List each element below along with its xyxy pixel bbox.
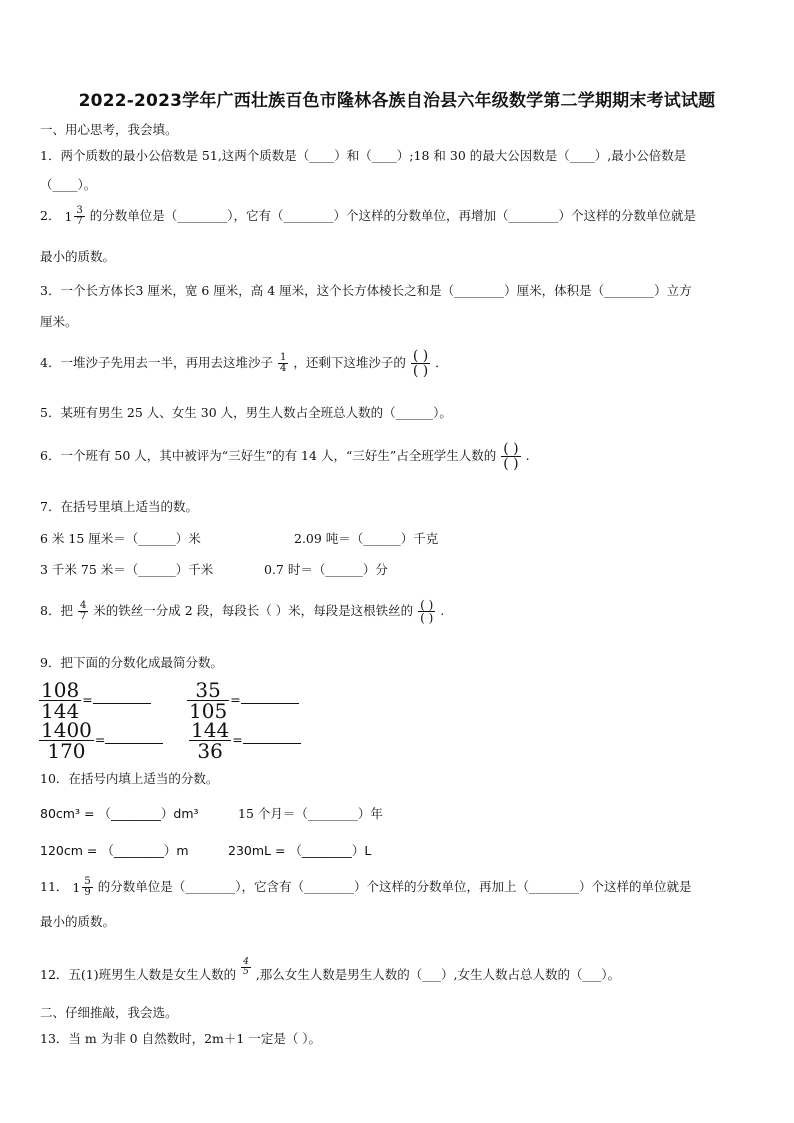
question-text-end: ,那么女生人数是男生人数的（___）,女生人数占总人数的（___）。	[255, 967, 621, 982]
question-4	[40, 349, 448, 378]
numerator: 3	[76, 205, 83, 216]
numerator: 5	[84, 876, 91, 887]
question-text-end: .	[440, 603, 445, 618]
simplify-item-2	[186, 680, 299, 721]
fraction	[241, 958, 251, 977]
question-number: 2．	[40, 208, 61, 223]
question-3-line-1: 3．一个长方体长3 厘米，宽 6 厘米，高 4 厘米，这个长方体棱长之和是（________）厘米，体积是（________）立方	[40, 283, 692, 298]
question-5: 5．某班有男生 25 人、女生 30 人，男生人数占全班总人数的（______）。	[40, 405, 452, 420]
numerator: 1	[279, 352, 287, 363]
numerator-blank: ( )	[503, 441, 519, 457]
question-10-item-2: 15 个月＝（________）年	[238, 806, 383, 821]
question-text-mid: ，还剩下这堆沙子的	[293, 355, 406, 370]
simplify-item-1	[38, 680, 151, 721]
answer-blank	[243, 729, 301, 744]
numerator-blank: ( )	[412, 348, 429, 364]
question-text: 6．一个班有 50 人，其中被评为“三好生”的有 14 人，“三好生”占全班学生人数的	[40, 448, 497, 463]
numerator: 108	[41, 678, 80, 702]
fraction	[74, 206, 84, 227]
answer-fraction-blank	[501, 442, 520, 471]
question-text: 8．把	[40, 603, 73, 618]
fraction	[39, 720, 94, 761]
denominator-blank: ( )	[412, 363, 429, 379]
question-11	[40, 877, 691, 898]
denominator: 4	[279, 363, 287, 374]
denominator: 9	[84, 887, 91, 898]
answer-fraction-blank	[418, 599, 435, 624]
equals-sign: =	[94, 732, 106, 747]
question-3-line-2: 厘米。	[40, 314, 78, 329]
answer-fraction-blank	[411, 349, 430, 378]
question-text: 12．五(1)班男生人数是女生人数的	[40, 967, 237, 982]
fraction	[278, 353, 288, 374]
equals-sign: =	[230, 692, 241, 707]
denominator: 170	[47, 739, 86, 763]
simplify-item-3	[38, 720, 163, 761]
question-text-mid: 米的铁丝一分成 2 段，每段长（ ）米，每段是这根铁丝的	[93, 603, 414, 618]
simplify-item-4	[188, 720, 301, 761]
question-12	[40, 957, 621, 985]
question-text: 4．一堆沙子先用去一半，再用去这堆沙子	[40, 355, 273, 370]
question-9: 9．把下面的分数化成最简分数。	[40, 655, 223, 670]
numerator: 35	[187, 680, 229, 701]
question-11-continued: 最小的质数。	[40, 914, 116, 929]
mixed-number	[72, 877, 93, 898]
question-text: 的分数单位是（________），它含有（________）个这样的分数单位，再加上（________）个这样的单位就是	[97, 879, 692, 894]
numerator-blank: ( )	[420, 598, 434, 612]
question-1-line-1: 1．两个质数的最小公倍数是 51,这两个质数是（____）和（____）;18 和 30 的最大公因数是（____）,最小公倍数是	[40, 148, 687, 163]
question-2-continued: 最小的质数。	[40, 249, 116, 264]
question-1-line-2: （____）。	[40, 177, 97, 192]
denominator-blank: ( )	[503, 456, 519, 472]
fraction	[189, 720, 231, 761]
question-13: 13．当 m 为非 0 自然数时，2m＋1 一定是（ ）。	[40, 1031, 322, 1046]
answer-blank	[105, 729, 163, 744]
question-7-item-4: 0.7 时＝（______）分	[264, 562, 388, 577]
question-number: 11．	[40, 879, 69, 894]
question-2	[40, 206, 696, 227]
numerator: 144	[191, 718, 230, 742]
answer-blank	[93, 689, 151, 704]
section-heading-1: 一、用心思考，我会填。	[40, 122, 178, 137]
whole-part: 1	[72, 879, 81, 895]
fraction	[187, 680, 229, 721]
question-text-end: ．	[435, 355, 448, 370]
denominator-blank: ( )	[420, 611, 434, 625]
question-text: 的分数单位是（________），它有（________）个这样的分数单位，再增加（________）个这样的分数单位就是	[89, 208, 697, 223]
denominator: 7	[79, 611, 87, 622]
fraction	[82, 877, 92, 898]
denominator: 5	[243, 967, 249, 977]
section-heading-2: 二、仔细推敲，我会选。	[40, 1005, 178, 1020]
numerator: 1400	[41, 718, 92, 742]
question-7: 7．在括号里填上适当的数。	[40, 499, 198, 514]
question-7-item-3: 3 千米 75 米＝（______）千米	[40, 562, 214, 577]
denominator: 7	[76, 216, 83, 227]
numerator: 4	[79, 600, 87, 611]
equals-sign: =	[232, 732, 243, 747]
denominator: 144	[41, 699, 80, 723]
equals-sign: =	[82, 692, 93, 707]
question-10: 10．在括号内填上适当的分数。	[40, 771, 219, 786]
whole-part: 1	[64, 208, 73, 224]
fraction	[39, 680, 81, 721]
denominator: 36	[197, 739, 223, 763]
answer-blank	[241, 689, 299, 704]
numerator: 4	[243, 957, 249, 967]
denominator: 105	[189, 699, 228, 723]
mixed-number	[64, 206, 85, 227]
question-text-end: .	[525, 448, 530, 463]
question-7-item-1: 6 米 15 厘米＝（______）米	[40, 531, 201, 546]
question-8	[40, 599, 444, 624]
question-7-item-2: 2.09 吨＝（______）千克	[294, 531, 439, 546]
question-10-item-1: 80cm³ = （________）dm³	[40, 806, 199, 821]
fraction	[78, 601, 88, 622]
page-title: 2022-2023学年广西壮族百色市隆林各族自治县六年级数学第二学期期末考试试题	[78, 91, 716, 111]
question-6	[40, 442, 530, 471]
question-10-item-3: 120cm = （________）m	[40, 843, 189, 858]
question-10-item-4: 230mL = （________）L	[228, 843, 372, 858]
